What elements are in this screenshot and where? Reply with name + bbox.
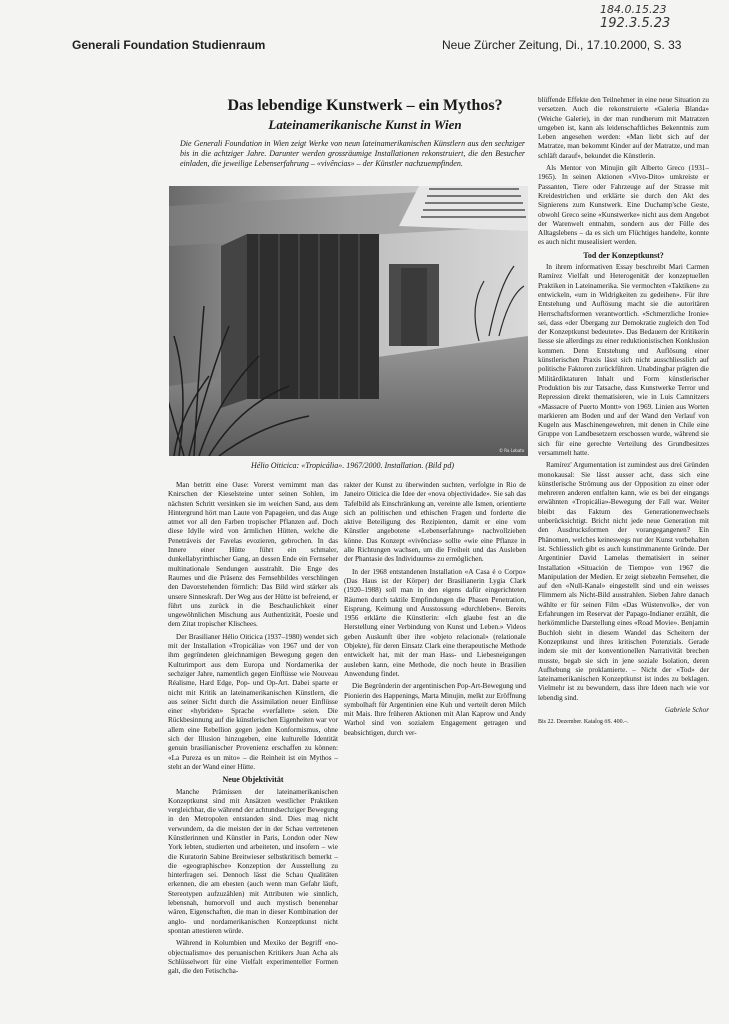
paragraph: Der Brasilianer Hélio Oiticica (1937–1980) wendet sich mit der Installation «Tropicália» von 1967 und der von ihm gegründeten gleichnamigen Bewegung gegen den Kulturimport aus dem Europa und Nordamerika der sechziger Jahre, namentlich gegen Einflüsse wie Nouveau Réalisme, Hard Edge, Pop- und Op-Art. Dabei sparte er nicht mit Kritik an lateinamerikanischen Künstlern, die aus seiner Sicht durch die Assimilation neuer Einflüsse einer «hybriden» Sprache «verfallen» seien. Die Rückbesinnung auf die künstlerischen Eigenheiten war vor allem eine Rebellion gegen jeden Konformismus, ohne sich der Illusion hinzugeben, eine kulturelle Identität genuin brasilianischer Provenienz erschaffen zu können: «La Pureza es un mito» – die Reinheit ist ein Mythos – steht an der Wand einer Hütte. (168, 632, 338, 771)
paragraph: Die Begründerin der argentinischen Pop-Art-Bewegung und Pionierin des Happenings, Marta Minujin, melkt zur Eröffnung symbolhaft für Argentinien eine Kuh und verteilt deren Milch mit Mais. Ihre früheren Aktionen mit Alan Kaprow und Andy Warhol sind von sozialem Engagement getragen und beabsichtigen, durch ver- (344, 682, 526, 737)
section-heading: Neue Objektivität (222, 775, 284, 785)
paragraph: Während in Kolumbien und Mexiko der Begriff «no-objectualismo» des peruanischen Kritikers Juan Acha als Schlüsselwort für eine Vielfalt experimenteller Formen galt, die den Fetischcha- (168, 939, 338, 976)
section-heading: Tod der Konzeptkunst? (583, 250, 664, 260)
exhibition-note: Bis 22. Dezember. Katalog öS. 400.–. (538, 719, 629, 726)
header-source: Generali Foundation Studienraum (72, 38, 266, 52)
paragraph: rakter der Kunst zu überwinden suchten, verfolgte in Rio de Janeiro Oiticica die Idee der «nova objectividade». Sie sah das Tafelbild als Einschränkung an, vereinte alle Ismen, orientierte sich an politischen und ethischen Fragen und forderte die aktive Beteiligung des Rezipienten, damit er eine vom Künstler angebotene «Lebenserfahrung» nachvollziehen könne. Das Konzept «vivências» sollte «wie eine Pflanze in alle Richtungen wachsen, um die Freiheit und das Ausleben der Phantasie des Individuums» zu ermöglichen. (344, 481, 526, 564)
text-column-3 (538, 96, 709, 786)
photo-credit: © Ra Lobato (499, 448, 525, 453)
article-lead: Die Generali Foundation in Wien zeigt Werke von neun lateinamerikanischen Künstlern aus den sechziger bis in die achtziger Jahre. Darunter werden grossräumige Installationen rekonstruiert, die den Besucher einladen, die jeweilige Lebenserfahrung – «vivências» – der Künstler nachzuempfinden. (180, 139, 525, 168)
photo-caption: Hélio Oiticica: «Tropicália». 1967/2000. Installation. (Bild pd) (250, 461, 455, 470)
header-publication: Neue Zürcher Zeitung, Di., 17.10.2000, S. 33 (442, 38, 682, 52)
paragraph: Manche Prämissen der lateinamerikanischen Konzeptkunst sind mit Ansätzen westlicher Praktiken vergleichbar, die während der achtundsechziger Bewegung in den Metropolen entstanden sind. Dies mag nicht verwundern, da die meisten der in der Schau vertretenen Künstlerinnen und Künstler in Paris, London oder New York lebten, studierten und arbeiteten, und insofern – wie die Kuratorin Sabine Breitwieser selbstkritisch bemerkt – die «geographische» Konzeption der Ausstellung zu hinterfragen sei. Dennoch lässt die Schau Qualitäten erkennen, die am ehesten (auch wenn man Gefahr läuft, Stereotypen aufzuzählen) mit Attributen wie sinnlich, lebensnah, humorvoll und auch mystisch benennbar wären, Eigenschaften, die man in dieser Kombination der anglo- und nordamerikanischen Konzeptkunst nicht spontan attestieren würde. (168, 787, 338, 935)
paragraph: Als Mentor von Minujin gilt Alberto Greco (1931–1965). In seinen Aktionen «Vivo-Dito» umkreiste er Passanten, Tiere oder Fahrzeuge auf der Strasse mit Kreidestrichen und erklärte sie durch den Akt des Signierens zum Kunstwerk. Eine Duchamp'sche Geste, obwohl Greco seine «Kunstwerke» nicht aus dem Angebot der Warenwelt entnahm, sondern aus der Fülle des Alltagslebens – da es sich um Flüchtiges handelte, konnte es auch nicht musealisiert werden. (538, 164, 709, 247)
text-column-2 (344, 481, 526, 811)
author-signature: Gabriele Schor (664, 706, 709, 714)
paragraph: In ihrem informativen Essay beschreibt Mari Carmen Ramírez Vielfalt und Heterogenität der konzeptuellen Praktiken in Lateinamerika. Sie vermochten «Taktiken» zu entwickeln, «um in Widrigkeiten zu gedeihen». Für ihre Entstehung und Auflösung macht sie die autoritären Herrschaftsformen verantwortlich. «Schmerzliche Ironie» sei, dass «der Übergang zur Demokratie zugleich den Tod der Konzeptkunst bedeutete». Das Bedauern der Kritikerin liesse sie allerdings zu einer reduktionistischen Konklusion kommen. Denn Entstehung und Auflösung einer künstlerischen Praxis lässt sich nicht ausschliesslich auf politische Faktoren zurückführen. Unabdingbar prägten die Militärdiktaturen Inhalt und Form künstlerischer Produktion bis zur Tatsache, dass Kunstwerke Terror und Repression direkt thematisieren, wie in Luis Camnitzers «Massacre of Puerto Montt» von 1969. Linien aus Worten markieren am Boden und auf der Wand den Verlauf von Kugeln aus Maschinengewehren, mit denen in Chile eine Gruppe von Landbesetzern erschossen wurde, während sie sich für eine gerechte Verteilung des Grundbesitzes versammelt hatte. (538, 263, 709, 457)
installation-photo (169, 186, 528, 456)
handwritten-note: 184.0.15.23 (600, 3, 667, 16)
text-column-1 (168, 481, 338, 1011)
article-title: Das lebendige Kunstwerk – ein Mythos? (227, 97, 503, 114)
paragraph: Man betritt eine Oase: Vorerst vernimmt man das Knirschen der Kieselsteine unter seinen Sohlen, im nächsten Schritt versinken sie im weichen Sand, aus dem Hintergrund hört man Laute von Papageien, und das Auge atmet vor all den Farben tropischer Pflanzen auf. Doch diese Idylle wird von ärmlichen Hütten, welche die Penetráveis der Favelas evozieren, gebrochen. In das Innere einer Hütte führt ein schmaler, dunkellabyrinthischer Gang, an dessen Ende ein Fernseher multinationale Sendungen ausstrahlt. Die Enge des Raumes und die Präsenz des Fernsehbildes verschlingen den Davorstehenden förmlich: Das Bild wird stärker als unsere Sinneskraft. Der Weg aus der Hütte ist befreiend, er führt uns zurück in die Beschaulichkeit einer ungewöhnlichen Mischung aus Authentizität, Poesie und dem Zitat tropischer Klischees. (168, 481, 338, 629)
paragraph: In der 1968 entstandenen Installation «A Casa é o Corpo» (Das Haus ist der Körper) der Brasilianerin Lygia Clark (1920–1988) soll man in den eigens dafür eingerichteten Räumen durch taktile Empfindungen die Phasen Penetration, Eisprung, Keimung und Ausstossung «durchleben». Bereits 1956 erklärte die Künstlerin: «Ich glaube fest an die Herstellung einer Verbindung von Kunst und Leben.» Videos geben Auskunft über ihre «objeto relacional» (relationale Objekte), für deren Einsatz Clark eine therapeutische Methode entwickelt hat, mit der man Hass- und Liebesneigungen ausleben kann, eine Methode, die noch heute in Brasilien Anwendung findet. (344, 567, 526, 678)
article-subtitle: Lateinamerikanische Kunst in Wien (268, 117, 462, 132)
paragraph: blüffende Effekte den Teilnehmer in eine neue Situation zu versetzen. Auch die rekonstruierte «Galeria Blanda» (Weiche Galerie), in der man rundherum mit Matratzen umgeben ist, kann als leidenschaftliches Bekenntnis zum Leben angesehen werden: «Man liebt sich auf der Matratze, man bekommt Kinder auf der Matratze, und man schläft darauf», bekundet die Künstlerin. (538, 96, 709, 160)
handwritten-note-2: 192.3.5.23 (600, 16, 671, 31)
article-photo (169, 186, 528, 456)
paragraph: Ramírez' Argumentation ist zumindest aus drei Gründen monokausal: Sie lässt ausser acht, dass sich eine künstlerische Strömung aus der Opposition zu einer oder mehreren anderen entfalten kann, wie es bei der eingangs erwähnten «Tropicália»-Bewegung der Fall war. Weiter bleibt das Faktum des Generationenwechsels unberücksichtigt. Bricht nicht jede neue Generation mit den Ausdrucksformen der vorangegangenen? Ein Phänomen, welches keineswegs nur der Kunst vorbehalten ist. Schliesslich gibt es auch kunstimmanente Gründe. Der Argentinier David Lamelas thematisiert in seiner Installation «Situación de Tiempo» von 1967 die Manipulation der Medien. Er zeigt siebzehn Fernseher, die auf den «Null-Kanal» eingestellt sind und ein weisses Flimmern als Nicht-Bild ausstrahlen. Sieben Jahre danach wählte er für seinen Film «Das Wüstenvolk», der von Erfahrungen im Reservat der Papago-Indianer erzählt, die herkömmliche Darstellung eines «Road Movie». Benjamin Buchloh sieht in diesem Wandel das Scheitern der Konzeptkunst und ihres kritischen Potenzials. Gerade indem sie mit der konventionellen Narrativität brechen musste, begab sie sich in jene soziale Isolation, deren Aufhebung sie proklamierte. – Nicht der «Tod» der lateinamerikanischen Konzeptkunst ist indes zu beklagen. Vielmehr ist zu bewundern, dass ihre Ideen nach wie vor lebendig sind. (538, 461, 709, 702)
